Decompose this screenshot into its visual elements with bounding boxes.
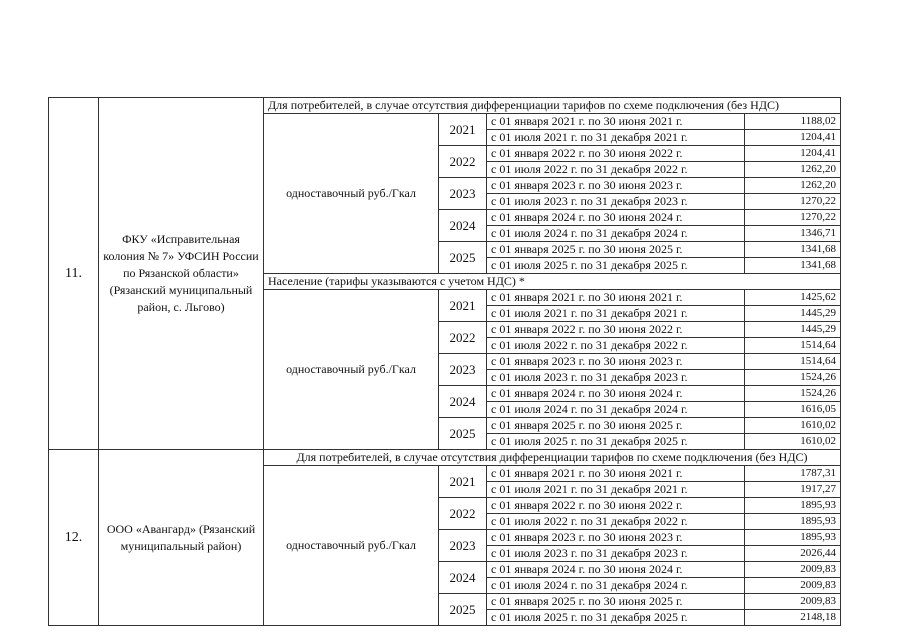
period-cell: с 01 января 2025 г. по 30 июня 2025 г. [487, 418, 745, 434]
year-cell: 2025 [439, 418, 487, 450]
tariff-type: одноставочный руб./Гкал [264, 114, 439, 274]
value-cell: 1188,02 [745, 114, 841, 130]
value-cell: 2148,18 [745, 610, 841, 626]
period-cell: с 01 января 2023 г. по 30 июня 2023 г. [487, 178, 745, 194]
period-cell: с 01 июля 2025 г. по 31 декабря 2025 г. [487, 258, 745, 274]
tariff-type: одноставочный руб./Гкал [264, 290, 439, 450]
period-cell: с 01 января 2022 г. по 30 июня 2022 г. [487, 146, 745, 162]
period-cell: с 01 июля 2021 г. по 31 декабря 2021 г. [487, 306, 745, 322]
period-cell: с 01 июля 2025 г. по 31 декабря 2025 г. [487, 610, 745, 626]
section-header-row [49, 450, 841, 466]
year-cell: 2022 [439, 322, 487, 354]
period-cell: с 01 января 2025 г. по 30 июня 2025 г. [487, 242, 745, 258]
section-title: Для потребителей, в случае отсутствия дифференциации тарифов по схеме подключения (без НДС) [264, 98, 841, 114]
value-cell: 1341,68 [745, 258, 841, 274]
period-cell: с 01 июля 2021 г. по 31 декабря 2021 г. [487, 130, 745, 146]
period-cell: с 01 июля 2022 г. по 31 декабря 2022 г. [487, 514, 745, 530]
section-title: Население (тарифы указываются с учетом НДС) * [264, 274, 841, 290]
year-cell: 2025 [439, 594, 487, 626]
value-cell: 1204,41 [745, 146, 841, 162]
value-cell: 1445,29 [745, 322, 841, 338]
year-cell: 2024 [439, 562, 487, 594]
value-cell: 1514,64 [745, 338, 841, 354]
value-cell: 1917,27 [745, 482, 841, 498]
period-cell: с 01 июля 2024 г. по 31 декабря 2024 г. [487, 402, 745, 418]
tariff-table [48, 97, 841, 626]
value-cell: 1895,93 [745, 530, 841, 546]
period-cell: с 01 июля 2021 г. по 31 декабря 2021 г. [487, 482, 745, 498]
row-number: 11. [49, 98, 99, 450]
value-cell: 1425,62 [745, 290, 841, 306]
period-cell: с 01 июля 2022 г. по 31 декабря 2022 г. [487, 338, 745, 354]
value-cell: 2026,44 [745, 546, 841, 562]
period-cell: с 01 января 2024 г. по 30 июня 2024 г. [487, 386, 745, 402]
section-header-row [49, 98, 841, 114]
period-cell: с 01 января 2022 г. по 30 июня 2022 г. [487, 498, 745, 514]
period-cell: с 01 января 2024 г. по 30 июня 2024 г. [487, 562, 745, 578]
value-cell: 1204,41 [745, 130, 841, 146]
period-cell: с 01 января 2021 г. по 30 июня 2021 г. [487, 114, 745, 130]
value-cell: 1787,31 [745, 466, 841, 482]
year-cell: 2024 [439, 210, 487, 242]
year-cell: 2021 [439, 290, 487, 322]
year-cell: 2024 [439, 386, 487, 418]
year-cell: 2022 [439, 146, 487, 178]
value-cell: 1262,20 [745, 162, 841, 178]
value-cell: 1610,02 [745, 418, 841, 434]
period-cell: с 01 января 2021 г. по 30 июня 2021 г. [487, 290, 745, 306]
period-cell: с 01 января 2024 г. по 30 июня 2024 г. [487, 210, 745, 226]
year-cell: 2023 [439, 530, 487, 562]
period-cell: с 01 июля 2025 г. по 31 декабря 2025 г. [487, 434, 745, 450]
value-cell: 2009,83 [745, 594, 841, 610]
value-cell: 2009,83 [745, 578, 841, 594]
period-cell: с 01 июля 2023 г. по 31 декабря 2023 г. [487, 546, 745, 562]
value-cell: 1514,64 [745, 354, 841, 370]
value-cell: 1895,93 [745, 498, 841, 514]
value-cell: 1270,22 [745, 210, 841, 226]
year-cell: 2023 [439, 354, 487, 386]
period-cell: с 01 июля 2024 г. по 31 декабря 2024 г. [487, 578, 745, 594]
value-cell: 1524,26 [745, 370, 841, 386]
value-cell: 2009,83 [745, 562, 841, 578]
value-cell: 1524,26 [745, 386, 841, 402]
period-cell: с 01 января 2023 г. по 30 июня 2023 г. [487, 354, 745, 370]
value-cell: 1346,71 [745, 226, 841, 242]
value-cell: 1341,68 [745, 242, 841, 258]
year-cell: 2022 [439, 498, 487, 530]
period-cell: с 01 января 2025 г. по 30 июня 2025 г. [487, 594, 745, 610]
period-cell: с 01 января 2021 г. по 30 июня 2021 г. [487, 466, 745, 482]
year-cell: 2021 [439, 466, 487, 498]
value-cell: 1445,29 [745, 306, 841, 322]
organization-name: ООО «Авангард» (Рязанский муниципальный район) [99, 450, 264, 626]
organization-name: ФКУ «Исправительная колония № 7» УФСИН России по Рязанской области» (Рязанский муниципальный район, с. Льгово) [99, 98, 264, 450]
tariff-type: одноставочный руб./Гкал [264, 466, 439, 626]
year-cell: 2021 [439, 114, 487, 146]
year-cell: 2023 [439, 178, 487, 210]
value-cell: 1262,20 [745, 178, 841, 194]
value-cell: 1616,05 [745, 402, 841, 418]
value-cell: 1270,22 [745, 194, 841, 210]
period-cell: с 01 июля 2024 г. по 31 декабря 2024 г. [487, 226, 745, 242]
period-cell: с 01 июля 2023 г. по 31 декабря 2023 г. [487, 370, 745, 386]
row-number: 12. [49, 450, 99, 626]
year-cell: 2025 [439, 242, 487, 274]
period-cell: с 01 июля 2022 г. по 31 декабря 2022 г. [487, 162, 745, 178]
period-cell: с 01 января 2022 г. по 30 июня 2022 г. [487, 322, 745, 338]
period-cell: с 01 июля 2023 г. по 31 декабря 2023 г. [487, 194, 745, 210]
value-cell: 1895,93 [745, 514, 841, 530]
section-title: Для потребителей, в случае отсутствия дифференциации тарифов по схеме подключения (без НДС) [264, 450, 841, 466]
value-cell: 1610,02 [745, 434, 841, 450]
period-cell: с 01 января 2023 г. по 30 июня 2023 г. [487, 530, 745, 546]
